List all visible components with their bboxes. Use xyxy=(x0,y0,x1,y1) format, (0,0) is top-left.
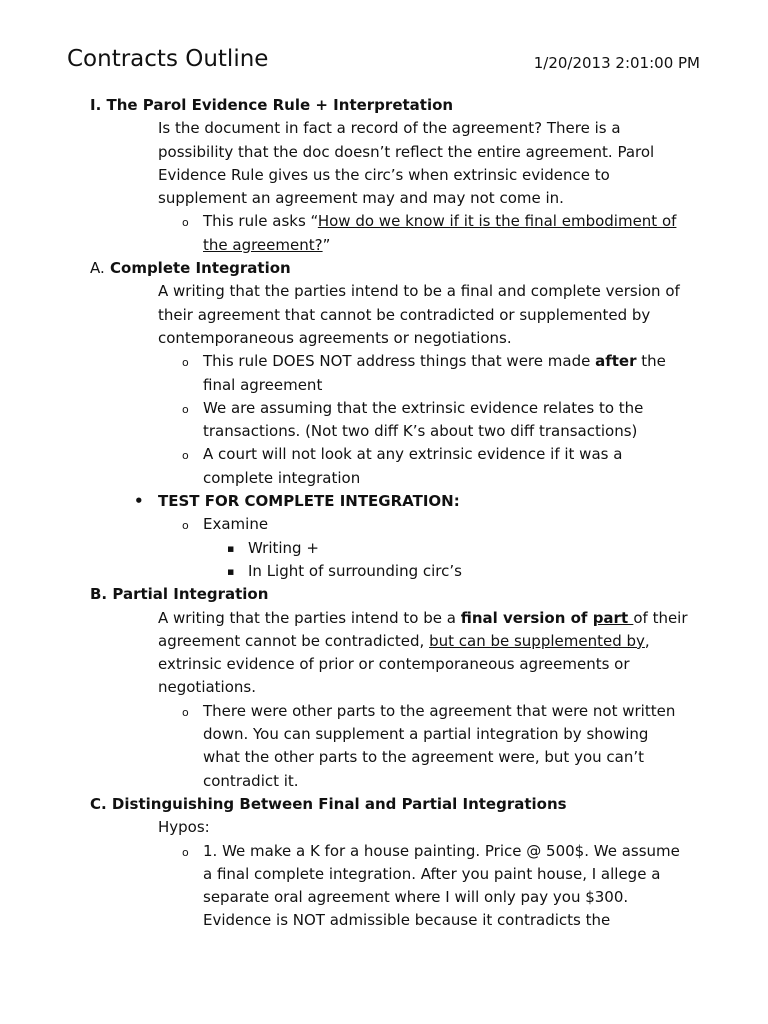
paragraph-partial: A writing that the parties intend to be a final version of part of their agreement cannot be contradicted, but can be supplemented by, extrinsic evidence of prior or contemporaneous agreements or negotiations. xyxy=(158,608,688,697)
section-heading-complete: A. Complete Integration xyxy=(90,259,291,278)
bullet-complete-assume: o We are assuming that the extrinsic evidence relates to the transactions. (Not two diff K’s about two diff transactions) xyxy=(203,397,690,444)
document-date: 1/20/2013 2:01:00 PM xyxy=(533,54,700,72)
bullet-complete-court: o A court will not look at any extrinsic evidence if it was a complete integration xyxy=(203,443,690,490)
bullet-hypo-1: o 1. We make a K for a house painting. Price @ 500$. We assume a final complete integration. After you paint house, I allege a separate oral agreement where I will only pay you $300. Evidence is NOT admissible because it contradicts the xyxy=(203,840,690,933)
test-heading: • TEST FOR COMPLETE INTEGRATION: xyxy=(158,490,690,513)
page-title: Contracts Outline xyxy=(67,46,269,72)
bullet-parol-question: o This rule asks “How do we know if it is the final embodiment of the agreement?” xyxy=(203,210,690,257)
bullet-partial-other-parts: o There were other parts to the agreement that were not written down. You can supplement a partial integration by showing what the other parts to the agreement were, but you can’t contradict it. xyxy=(203,700,690,793)
bullet-complete-after: o This rule DOES NOT address things that were made after the final agreement xyxy=(203,350,690,397)
square-item-circs: ▪ In Light of surrounding circ’s xyxy=(248,560,690,583)
hypos-label: Hypos: xyxy=(158,818,210,837)
section-heading-distinguishing: C. Distinguishing Between Final and Partial Integrations xyxy=(90,794,567,813)
bullet-examine: o Examine xyxy=(203,513,690,536)
section-heading-partial: B. Partial Integration xyxy=(90,585,269,604)
paragraph-complete: A writing that the parties intend to be a final and complete version of their agreement that cannot be contradicted or supplemented by contemporaneous agreements or negotiations. xyxy=(158,282,680,347)
paragraph-parol: Is the document in fact a record of the agreement? There is a possibility that the doc doesn’t reflect the entire agreement. Parol Evidence Rule gives us the circ’s when extrinsic evidence to supplement an agreement may and may not come in. xyxy=(158,119,655,208)
outline-body xyxy=(90,94,690,933)
underlined-question: How do we know if it is the final embodiment of the agreement? xyxy=(203,212,677,254)
square-item-writing: ▪ Writing + xyxy=(248,537,690,560)
section-heading-parol: I. The Parol Evidence Rule + Interpretation xyxy=(90,96,454,114)
